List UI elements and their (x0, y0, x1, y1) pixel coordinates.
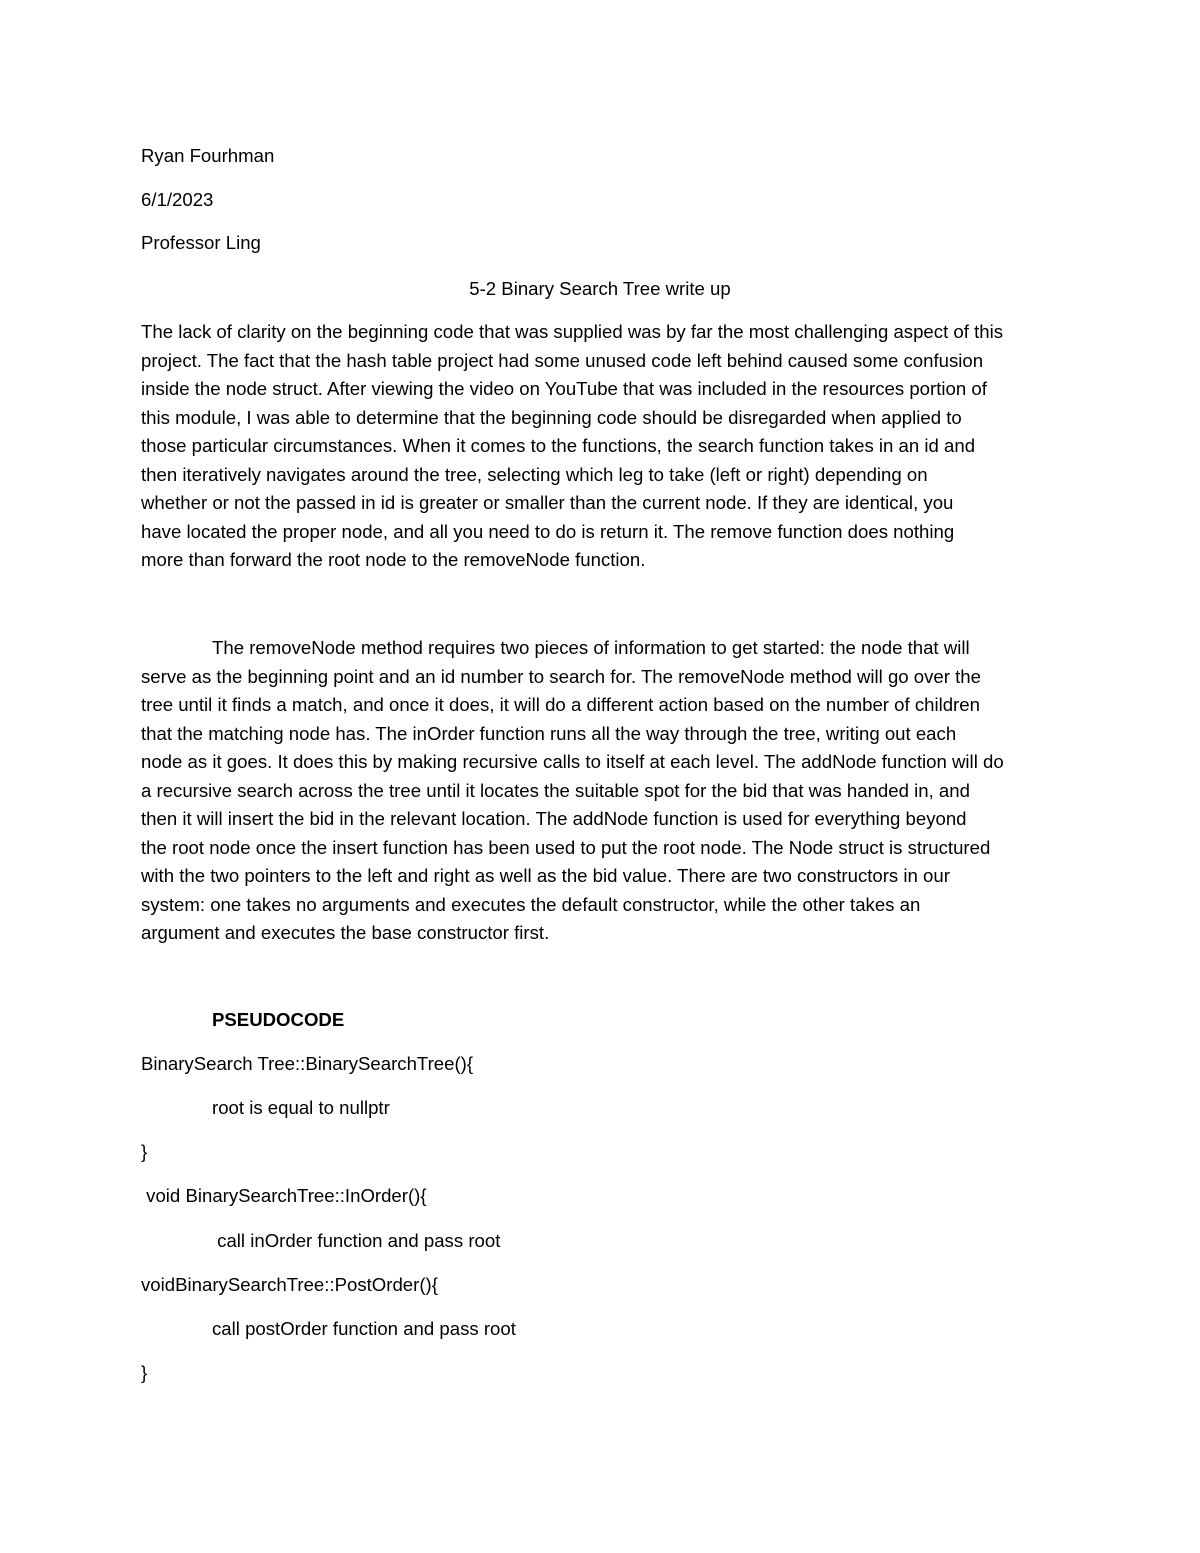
document-title: 5-2 Binary Search Tree write up (469, 278, 731, 299)
author-name: Ryan Fourhman (141, 145, 275, 166)
paragraph-line: this module, I was able to determine that the beginning code should be disregarded when applied to (141, 406, 962, 428)
paragraph-2 (141, 634, 1061, 948)
pseudocode-heading: PSEUDOCODE (212, 1009, 345, 1030)
pseudocode-line: BinarySearch Tree::BinarySearchTree(){ (141, 1053, 474, 1074)
document-date: 6/1/2023 (141, 189, 214, 210)
paragraph-line: then iteratively navigates around the tree, selecting which leg to take (left or right) depending on (141, 463, 928, 485)
paragraph-line: project. The fact that the hash table project had some unused code left behind caused some confusion (141, 349, 984, 371)
pseudocode-line: void BinarySearchTree::InOrder(){ (141, 1185, 427, 1206)
paragraph-line: The lack of clarity on the beginning code that was supplied was by far the most challenging aspect of this (141, 321, 1004, 342)
paragraph-line: the root node once the insert function has been used to put the root node. The Node struct is structured (141, 836, 991, 858)
paragraph-line: system: one takes no arguments and executes the default constructor, while the other takes an (141, 893, 921, 915)
paragraph-1 (141, 318, 1061, 575)
paragraph-line: with the two pointers to the left and right as well as the bid value. There are two constructors in our (141, 865, 950, 886)
paragraph-line: serve as the beginning point and an id number to search for. The removeNode method will go over the (141, 665, 981, 687)
paragraph-line: those particular circumstances. When it comes to the functions, the search function takes in an id and (141, 435, 976, 456)
paragraph-line: tree until it finds a match, and once it does, it will do a different action based on the number of children (141, 694, 980, 715)
pseudocode-line: } (141, 1362, 148, 1383)
professor-name: Professor Ling (141, 232, 261, 253)
pseudocode-line: voidBinarySearchTree::PostOrder(){ (141, 1274, 438, 1295)
paragraph-line: then it will insert the bid in the relevant location. The addNode function is used for everything beyond (141, 808, 967, 829)
paragraph-line: inside the node struct. After viewing the video on YouTube that was included in the resources portion of (141, 378, 987, 399)
paragraph-line: have located the proper node, and all you need to do is return it. The remove function does nothing (141, 520, 955, 542)
pseudocode-line: call postOrder function and pass root (212, 1318, 516, 1339)
pseudocode-line: root is equal to nullptr (212, 1097, 390, 1118)
paragraph-line: that the matching node has. The inOrder function runs all the way through the tree, writing out each (141, 722, 957, 744)
pseudocode-line: call inOrder function and pass root (212, 1230, 501, 1251)
paragraph-line: The removeNode method requires two pieces of information to get started: the node that will (212, 637, 970, 658)
paragraph-line: a recursive search across the tree until it locates the suitable spot for the bid that was handed in, and (141, 779, 970, 801)
paragraph-line: whether or not the passed in id is greater or smaller than the current node. If they are identical, you (141, 492, 954, 513)
paragraph-line: more than forward the root node to the removeNode function. (141, 549, 646, 570)
paragraph-line: node as it goes. It does this by making recursive calls to itself at each level. The addNode function will do (141, 751, 1004, 772)
paragraph-line: argument and executes the base constructor first. (141, 922, 550, 943)
pseudocode-line: } (141, 1141, 148, 1162)
